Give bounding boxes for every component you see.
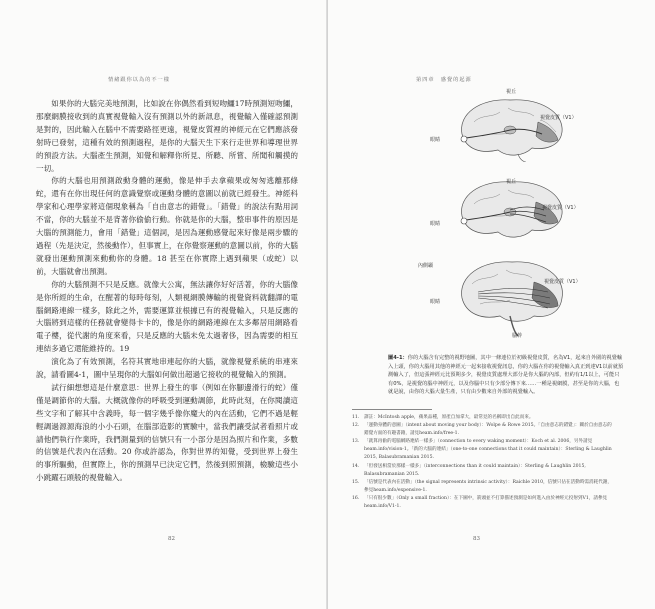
footnote-number: 15. — [352, 479, 360, 485]
footnote-text: 「只有很少數」（Only a small fraction）：在下圖中，箭頭並不打算描述預測是如何進入由於神經元投射到V1，請參見heam.info/V1-1. — [364, 495, 608, 510]
label-visual-cortex: 視覺皮質（V1） — [542, 205, 579, 211]
label-thalamus: 視丘 — [506, 179, 517, 185]
footnote-text: 「信號是代表內在活動」（the signal represents intrinsic activity）：Raichle 2010，信號只佔在活動時需消耗代謝，參見heam.info/expensive-1. — [364, 479, 612, 493]
label-thalamus: 視丘 — [506, 89, 517, 95]
brain-illustration-top — [452, 92, 572, 162]
footnotes — [352, 414, 612, 511]
label-visual-cortex: 視覺皮質（V1） — [540, 115, 577, 121]
footnote — [352, 422, 612, 438]
footnote-text: 譯註：McIntosh apple，蘋果品種，原產自加拿大，最常見的名稱即出自此而來。 — [364, 415, 534, 420]
footnote — [352, 479, 612, 495]
paragraph: 如果你的大腦完美地預測，比如說在你偶然看到短吻鱷17時預測短吻鱷，那麼網膜接收到的真實視覺輸入沒有預測以外的新訊息，視覺輸入僅確認預測是對的，因此輸入在腦中不需要路徑更遠，視覺皮質裡的神經元在它們應該發射時已發射，這種有效的預測過程，是你的大腦天生下來行走世界和導理世界的預設方法。大腦產生預測，知覺和解釋你所見、所聽、所嘗、所聞和觸摸的一切。 — [36, 99, 298, 173]
label-eye: 眼睛 — [430, 137, 441, 143]
caption-number: 圖4-1： — [388, 355, 408, 361]
brain-illustration-bottom — [452, 258, 572, 338]
footnote-number: 13. — [352, 439, 360, 445]
label-eye: 眼睛 — [430, 221, 441, 227]
page-number: 83 — [473, 536, 480, 542]
footnote-text: 「但發送相當於那樣一樣多」（interconnections than it could maintain）：Sterling & Laughlin 2015, Balasubramanian 2015. — [364, 463, 586, 477]
footnote-text: 「就算再偷的電腦網路連結一樣多」（connection to every waking moment）：Koch et al. 2006，另外請見heam.info/vision-1。「新的大腦的連結」（one-to-one connections that it could maintain）：Sterling & Laughlin 2015, Balasubramanian 2015. — [364, 439, 612, 461]
page-number: 82 — [168, 536, 175, 542]
footnote-number: 16. — [352, 495, 360, 501]
paragraph: 演化為了有效預測，名符其實地串連起你的大腦，就像視覺系統的串連來說，請看圖4-1，圖中呈現你的大腦如何做出超過它接收的視覺輸入的預測。 — [36, 357, 298, 380]
label-brainstem: 腦幹 — [512, 333, 523, 339]
footnote — [352, 414, 612, 422]
paragraph: 你的大腦也用預測啟動身體的運動，像是伸手去拿蘋果或匆匆逃離那條蛇，還有在你出現任何的意識覺察或運動身體的意圖以前就已經發生。神經科學家和心理學家將這個現象稱為「自由意志的錯覺」。「錯覺」的說法有點用詞不當，你的大腦並不是背著你偷偷行動。你就是你的大腦，整串事件的原因是大腦的預測能力，會用「錯覺」這個詞，是因為運動感覺起來好像是兩步驟的過程（先是決定，然後動作），但事實上，在你覺察運動的意圖以前，你的大腦就發出運動預測來動動你的身體。18 甚至在你實際上遇到蘋果（或蛇）以前，大腦就會出預測。 — [36, 176, 298, 276]
footnote-number: 14. — [352, 463, 360, 469]
label-eye: 眼睛 — [430, 299, 441, 305]
footnote-rule — [352, 409, 432, 410]
footnote-number: 12. — [352, 423, 360, 429]
figure-caption — [388, 354, 624, 397]
running-head: 情緒跟你以為的不一樣 — [108, 77, 170, 83]
footnote — [352, 463, 612, 479]
label-medial-temporal: 內側顳 — [418, 263, 434, 269]
footnote-number: 11. — [352, 415, 360, 420]
left-page — [0, 0, 327, 609]
brain-figure — [418, 89, 581, 342]
body-text — [36, 98, 298, 485]
paragraph: 試行細想想這是什麼意思：世界上發生的事（例如在你腳邊滑行的蛇）僅僅是調節你的大腦。大概就像你的呼吸受到運動調節，此時此刻，在你閱讀這些文字和了解其中含義時，每一個字幾乎像你魔大的內在活動，它們不過是輕輕調過源源海浪的小小石頭，在腦部造影的實驗中，當我們讓受試者看照片或請他們執行作業時，我們測量到的信號只有一小部分是因為照片和作業，多數的信號是代表內在活動。20 你或許認為，你對世界的知覺，受到世界上發生的事所驅動，但實際上，你的預測早已決定它們，然後到照預測，檢驗這些小小跳躍石頭般的視覺輸入。 — [36, 382, 298, 483]
running-head: 第四章 感覺的起源 — [416, 77, 472, 83]
brain-illustration-middle — [452, 176, 572, 246]
paragraph: 你的大腦預測不只是反應。就像大公寓，無法讓你好好活著，你的大腦像是你所經的生命，在醒著的每時每刻，人類視網膜傳輸的視覺資料就翻譯的電腦網路連線一樣多，除此之外，需要運算並根據已有的視覺輸入，只是反應的大腦將到這樣的任務就會變得卡卡的，像是你的網路連線在太多鄰居用網路看電子樓，從代謝的角度來看，只是反應的大腦未免太過奢侈，因為需要的相互連結多過它還能維持的。19 — [36, 279, 298, 354]
footnote — [352, 438, 612, 462]
caption-text: 你的大腦含有完整的視野地圖，其中一條連位於初級視覺皮質，名為V1，起來自外圍的視覺輸入上頭，你的大腦用其他的神經元一起來接收視覺訊息，你的大腦在你的視覺輸入真正到達V1以前就預測輸入了，但這張神經元比預期多少，視覺皮質處理大部分是你大腦的內部，但約有1/1以上，可能只有0%，是視覺的腦中神經元，以及你腦中只有少部分傳下來……一種是視網膜，甚至是你的大腦，也就是說，由你的大腦大量生產，只有由少數來自外部的視覺輸入。 — [388, 355, 624, 396]
footnote-text: 「運動身體的意圖」（intent about moving your body）：Wolpe & Rowe 2015。「自由意志的錯覺」：關於自由意志的錯覺方面的有趣書籍，請見heam.info/free-1. — [364, 423, 612, 437]
label-visual-cortex: 視覺皮質（V1） — [544, 279, 581, 285]
footnote — [352, 495, 612, 511]
